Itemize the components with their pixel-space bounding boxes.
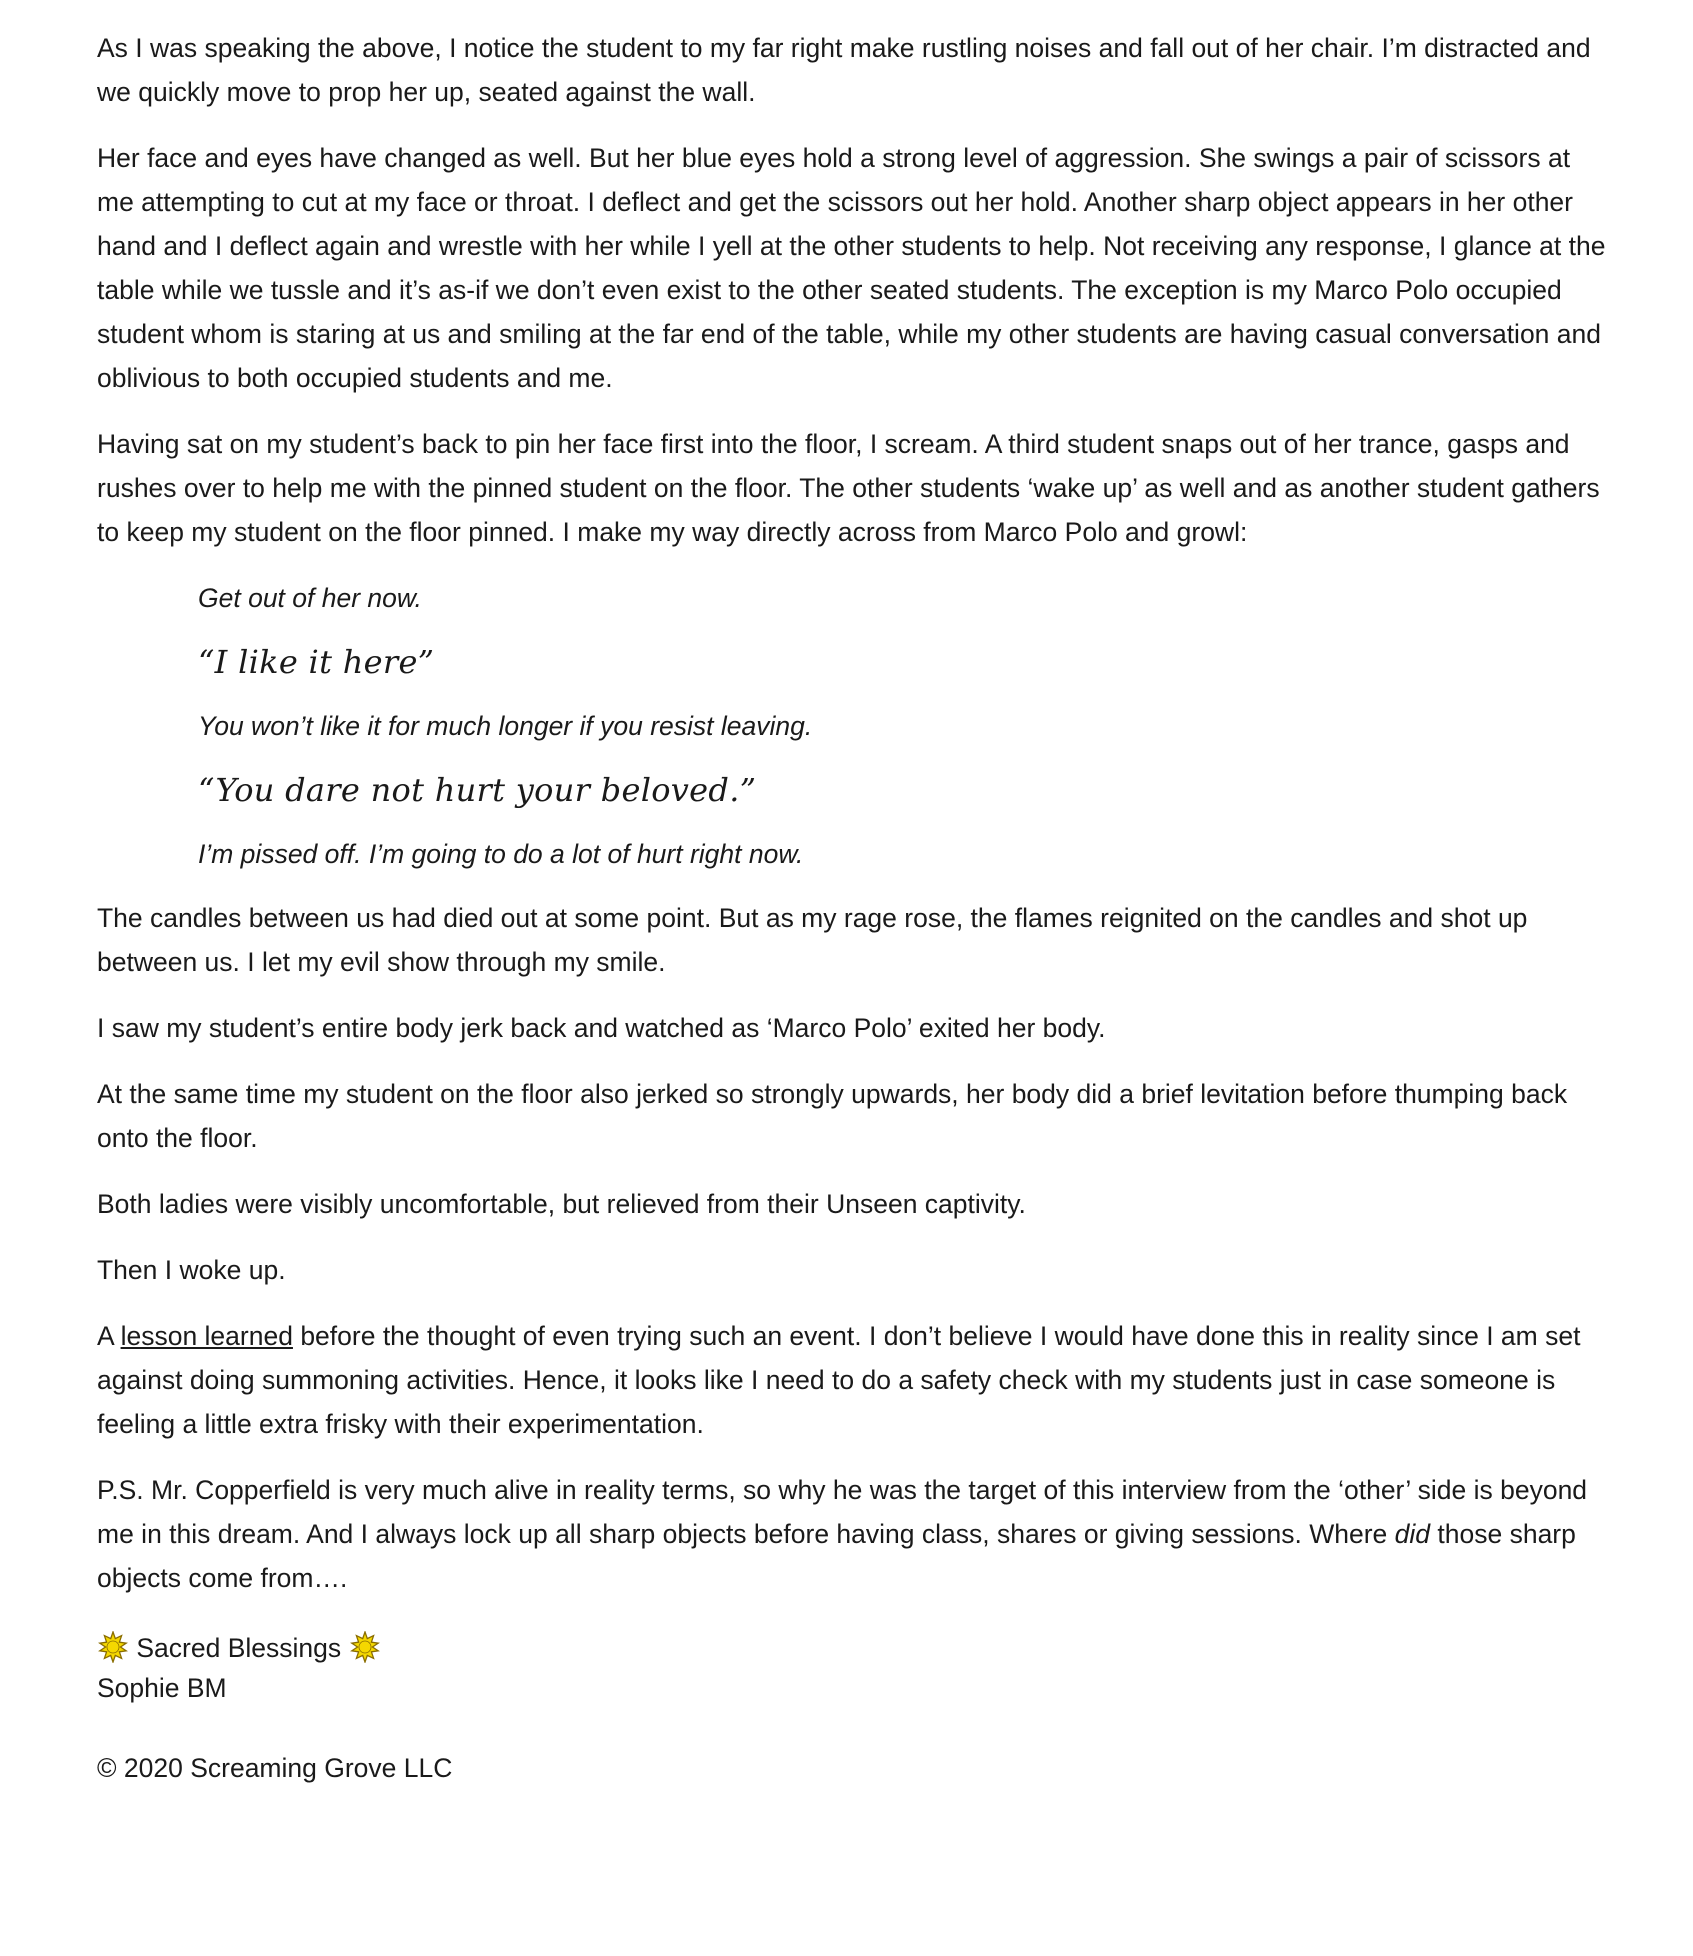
- ps-text-before: P.S. Mr. Copperfield is very much alive in reality terms, so why he was the target of this interview from the ‘other’ side is beyond me in this dream. And I always lock up all sharp objects before having class, shares or giving sessions. Where: [97, 1475, 1588, 1549]
- paragraph-postscript: [97, 1468, 1607, 1600]
- paragraph-scissors-attack: Her face and eyes have changed as well. But her blue eyes hold a strong level of aggression. She swings a pair of scissors at me attempting to cut at my face or throat. I deflect and get the scissors out her hold. Another sharp object appears in her other hand and I deflect again and wrestle with her while I yell at the other students to help. Not receiving any response, I glance at the table while we tussle and it’s as-if we don’t even exist to the other seated students. The exception is my Marco Polo occupied student whom is staring at us and smiling at the far end of the table, while my other students are having casual conversation and oblivious to both occupied students and me.: [97, 143, 1606, 393]
- document-page: [97, 26, 1607, 1790]
- paragraph-exit-body: I saw my student’s entire body jerk back and watched as ‘Marco Polo’ exited her body.: [97, 1013, 1106, 1043]
- paragraph-relieved: Both ladies were visibly uncomfortable, but relieved from their Unseen captivity.: [97, 1189, 1026, 1219]
- signature-name: Sophie BM: [97, 1673, 227, 1703]
- paragraph-lesson-learned: [97, 1314, 1607, 1446]
- paragraph-fall-from-chair: As I was speaking the above, I notice the student to my far right make rustling noises and fall out of her chair. I’m distracted and we quickly move to prop her up, seated against the wall.: [97, 33, 1591, 107]
- lesson-learned-link[interactable]: lesson learned: [120, 1321, 293, 1351]
- ps-emphasis: did: [1394, 1519, 1431, 1549]
- paragraph-pinned-student: Having sat on my student’s back to pin her face first into the floor, I scream. A third student snaps out of her trance, gasps and rushes over to help me with the pinned student on the floor. The other students ‘wake up’ as well and as another student gathers to keep my student on the floor pinned. I make my way directly across from Marco Polo and growl:: [97, 429, 1600, 547]
- sun-icon: [349, 1631, 381, 1663]
- dialogue-block: [198, 576, 1607, 876]
- dialogue-line-spirit: “I like it here”: [198, 643, 435, 681]
- dialogue-line-narrator: You won’t like it for much longer if you resist leaving.: [198, 711, 813, 741]
- ps-text-after: those sharp objects come from….: [97, 1519, 1576, 1593]
- dialogue-line-narrator: Get out of her now.: [198, 583, 422, 613]
- signature-block: [97, 1628, 1607, 1708]
- closing-text: Sacred Blessings: [136, 1633, 342, 1663]
- paragraph-candles: The candles between us had died out at some point. But as my rage rose, the flames reignited on the candles and shot up between us. I let my evil show through my smile.: [97, 903, 1528, 977]
- signature-closing: [97, 1628, 1607, 1668]
- copyright-notice: © 2020 Screaming Grove LLC: [97, 1753, 453, 1783]
- dialogue-line-narrator: I’m pissed off. I’m going to do a lot of hurt right now.: [198, 839, 804, 869]
- lesson-text-after: before the thought of even trying such an event. I don’t believe I would have done this in reality since I am set against doing summoning activities. Hence, it looks like I need to do a safety check with my students just in case someone is feeling a little extra frisky with their experimentation.: [97, 1321, 1581, 1439]
- paragraph-woke-up: Then I woke up.: [97, 1255, 286, 1285]
- dialogue-line-spirit: “You dare not hurt your beloved.”: [198, 771, 757, 809]
- lesson-text-before: A: [97, 1321, 121, 1351]
- paragraph-levitation: At the same time my student on the floor also jerked so strongly upwards, her body did a brief levitation before thumping back onto the floor.: [97, 1079, 1568, 1153]
- sun-icon: [97, 1631, 129, 1663]
